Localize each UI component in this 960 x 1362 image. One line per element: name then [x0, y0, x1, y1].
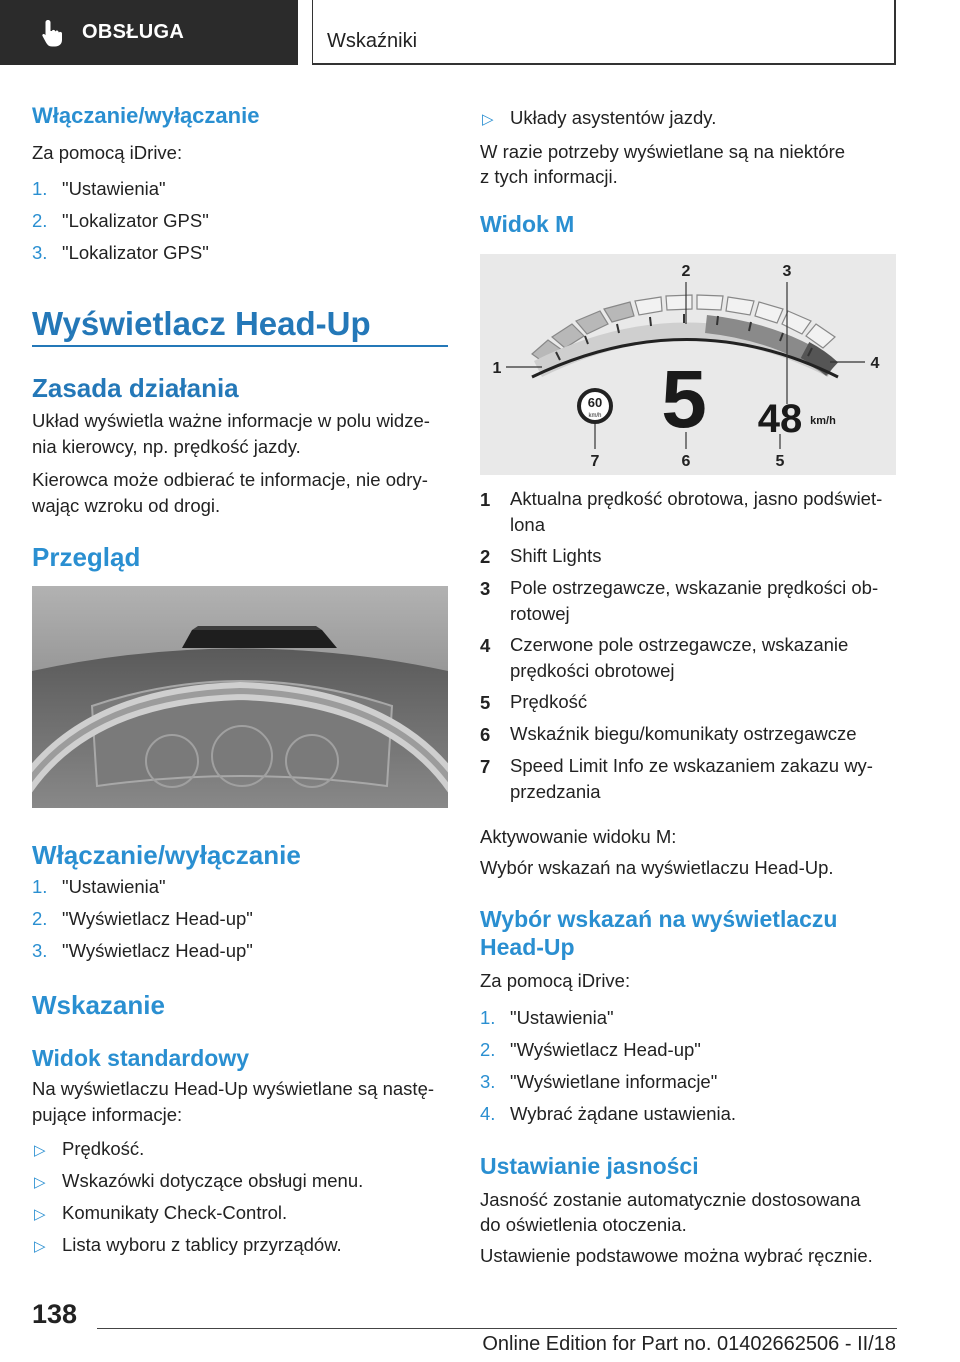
- triangle-bullet-icon: ▷: [34, 1142, 46, 1159]
- callout-6: 6: [681, 453, 691, 470]
- legend-line: rotowej: [510, 603, 570, 624]
- brightness-line: Jasność zostanie automatycznie dostosowana: [480, 1189, 861, 1210]
- main-title: Wyświetlacz Head-Up: [32, 305, 371, 342]
- bullet-text: Lista wyboru z tablicy przyrządów.: [62, 1234, 342, 1255]
- step-number: 3.: [32, 242, 48, 263]
- standard-view-heading: Widok standardowy: [32, 1045, 250, 1071]
- overview-heading: Przegląd: [32, 542, 141, 572]
- legend-text: [510, 543, 900, 569]
- m-view-heading: Widok M: [480, 211, 575, 237]
- brightness-heading: Ustawianie jasności: [480, 1153, 699, 1179]
- step-text: "Ustawienia": [510, 1007, 614, 1028]
- legend-line: przedzania: [510, 781, 601, 802]
- m-view-diagram-graphic: [480, 254, 896, 475]
- step-text: "Wyświetlacz Head-up": [62, 908, 253, 929]
- principle-line: Układ wyświetla ważne informacje w polu widze-: [32, 410, 430, 431]
- display-heading: Wskazanie: [32, 990, 165, 1020]
- legend-line: Wskaźnik biegu/komunikaty ostrzegawcze: [510, 723, 857, 744]
- step-number: 2.: [480, 1039, 496, 1060]
- callout-2: 2: [681, 263, 691, 280]
- legend-line: Aktualna prędkość obrotowa, jasno podświet-: [510, 488, 883, 509]
- speed-limit-value: 60: [587, 395, 603, 410]
- bullet-text: Komunikaty Check-Control.: [62, 1202, 288, 1223]
- current-speed-unit: km/h: [810, 415, 836, 427]
- header-section-tab: [0, 0, 298, 65]
- legend-text: [510, 486, 900, 538]
- legend-number: 2: [480, 546, 491, 567]
- step-number: 1.: [480, 1007, 496, 1028]
- brightness-line: Ustawienie podstawowe można wybrać ręcznie.: [480, 1245, 873, 1266]
- current-speed-value: 48: [757, 397, 803, 441]
- header-chapter-label: Wskaźniki: [327, 30, 418, 52]
- intro-line: W razie potrzeby wyświetlane są na niektóre: [480, 141, 846, 162]
- triangle-bullet-icon: ▷: [34, 1174, 46, 1191]
- legend-text: [510, 689, 900, 715]
- onoff-heading-2: Włączanie/wyłączanie: [32, 840, 301, 870]
- legend-number: 4: [480, 635, 491, 656]
- principle-heading: Zasada działania: [32, 373, 239, 403]
- header-chapter-box: [312, 0, 896, 65]
- step-number: 2.: [32, 210, 48, 231]
- legend-line: Speed Limit Info ze wskazaniem zakazu wy-: [510, 755, 873, 776]
- triangle-bullet-icon: ▷: [34, 1238, 46, 1255]
- activate-line: Wybór wskazań na wyświetlaczu Head-Up.: [480, 857, 834, 878]
- callout-1: 1: [492, 360, 502, 377]
- step-number: 1.: [32, 876, 48, 897]
- step-text: "Lokalizator GPS": [62, 210, 209, 231]
- step-number: 3.: [32, 940, 48, 961]
- step-number: 1.: [32, 178, 48, 199]
- step-text: "Wyświetlacz Head-up": [62, 940, 253, 961]
- legend-line: lona: [510, 514, 545, 535]
- brightness-line: do oświetlenia otoczenia.: [480, 1214, 687, 1235]
- step-text: "Ustawienia": [62, 178, 166, 199]
- step-text: Wybrać żądane ustawienia.: [510, 1103, 737, 1124]
- callout-7: 7: [590, 453, 600, 470]
- legend-text: [510, 632, 900, 684]
- bullet-text: Prędkość.: [62, 1138, 145, 1159]
- triangle-bullet-icon: ▷: [34, 1206, 46, 1223]
- principle-line: Kierowca może odbierać te informacje, nie odry-: [32, 469, 428, 490]
- legend-number: 7: [480, 756, 491, 777]
- principle-line: wając wzroku od drogi.: [32, 495, 221, 516]
- activate-line: Aktywowanie widoku M:: [480, 826, 677, 847]
- edition-info: Online Edition for Part no. 01402662506 - II/18: [482, 1333, 896, 1355]
- legend-text: [510, 575, 900, 627]
- speed-limit-unit: km/h: [588, 413, 602, 419]
- legend-line: Czerwone pole ostrzegawcze, wskazanie: [510, 634, 849, 655]
- legend-text: [510, 721, 900, 747]
- legend-number: 5: [480, 692, 491, 713]
- hud-dashboard-photo: [32, 586, 448, 808]
- legend-number: 3: [480, 578, 491, 599]
- select-intro: Za pomocą iDrive:: [480, 970, 631, 991]
- step-number: 4.: [480, 1103, 496, 1124]
- legend-number: 6: [480, 724, 491, 745]
- legend-line: prędkości obrotowej: [510, 660, 675, 681]
- step-number: 2.: [32, 908, 48, 929]
- legend-line: Shift Lights: [510, 545, 602, 566]
- step-text: "Wyświetlane informacje": [510, 1071, 718, 1092]
- legend-text: [510, 753, 900, 805]
- onoff-intro-1: Za pomocą iDrive:: [32, 142, 183, 163]
- callout-4: 4: [870, 355, 880, 372]
- callout-5: 5: [775, 453, 785, 470]
- step-text: "Wyświetlacz Head-up": [510, 1039, 701, 1060]
- triangle-bullet-icon: ▷: [482, 111, 494, 128]
- legend-line: Prędkość: [510, 691, 588, 712]
- legend-line: Pole ostrzegawcze, wskazanie prędkości ob-: [510, 577, 879, 598]
- step-text: "Ustawienia": [62, 876, 166, 897]
- footer-divider: [97, 1328, 897, 1329]
- hand-pointer-icon: [40, 18, 64, 48]
- standard-view-line: Na wyświetlaczu Head-Up wyświetlane są nastę-: [32, 1078, 435, 1099]
- callout-3: 3: [782, 263, 792, 280]
- bullet-text: Układy asystentów jazdy.: [510, 107, 717, 128]
- title-divider: [32, 345, 448, 347]
- intro-line: z tych informacji.: [480, 166, 618, 187]
- m-view-diagram: [480, 254, 896, 475]
- step-text: "Lokalizator GPS": [62, 242, 209, 263]
- page-number: 138: [32, 1299, 78, 1329]
- principle-line: nia kierowcy, np. prędkość jazdy.: [32, 436, 301, 457]
- legend-number: 1: [480, 489, 491, 510]
- step-number: 3.: [480, 1071, 496, 1092]
- bullet-text: Wskazówki dotyczące obsługi menu.: [62, 1170, 364, 1191]
- select-display-heading: Head-Up: [480, 934, 575, 960]
- gear-indicator: 5: [661, 354, 707, 445]
- standard-view-line: pujące informacje:: [32, 1104, 183, 1125]
- onoff-heading-1: Włączanie/wyłączanie: [32, 103, 260, 128]
- header-section-label: OBSŁUGA: [82, 21, 185, 43]
- select-display-heading: Wybór wskazań na wyświetlaczu: [480, 906, 838, 932]
